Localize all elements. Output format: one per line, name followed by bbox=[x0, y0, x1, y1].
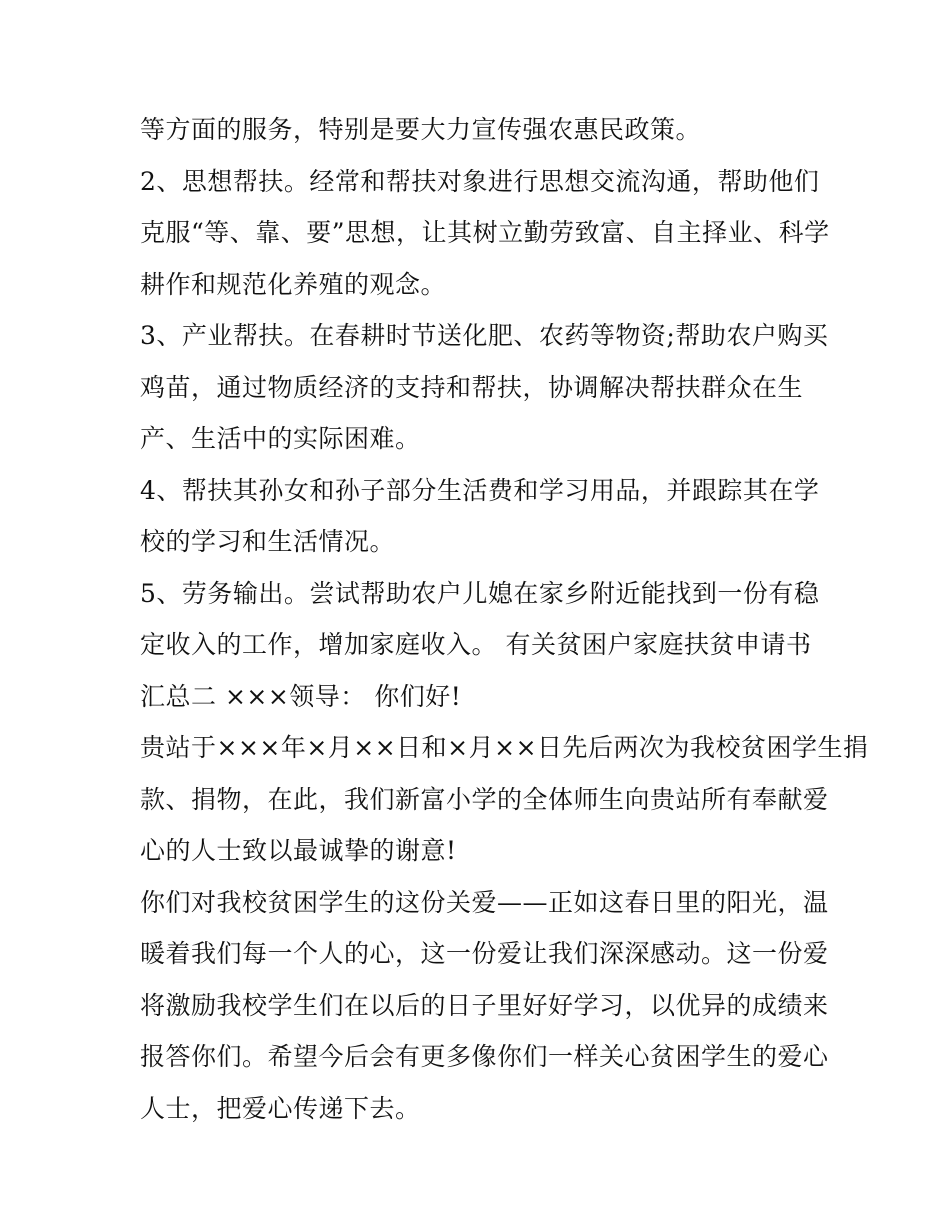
text-line: 报答你们。希望今后会有更多像你们一样关心贫困学生的爱心 bbox=[140, 1042, 829, 1071]
text-line: 等方面的服务，特别是要大力宣传强农惠民政策。 bbox=[140, 115, 702, 144]
text-line: 4、帮扶其孙女和孙子部分生活费和学习用品，并跟踪其在学 bbox=[140, 475, 820, 505]
text-line: 克服“等、靠、要”思想，让其树立勤劳致富、自主择业、科学 bbox=[140, 218, 830, 247]
text-line: 你们对我校贫困学生的这份关爱——正如这春日里的阳光，温 bbox=[140, 887, 829, 917]
text-line: 5、劳务输出。尝试帮助农户儿媳在家乡附近能找到一份有稳 bbox=[140, 578, 820, 608]
text-line: 3、产业帮扶。在春耕时节送化肥、农药等物资;帮助农户购买 bbox=[140, 321, 829, 350]
text-line: 暖着我们每一个人的心，这一份爱让我们深深感动。这一份爱 bbox=[140, 939, 829, 968]
text-line: 贵站于×××年×月××日和×月××日先后两次为我校贫困学生捐 bbox=[140, 733, 869, 762]
text-line: 产、生活中的实际困难。 bbox=[140, 424, 421, 453]
text-line: 2、思想帮扶。经常和帮扶对象进行思想交流沟通，帮助他们 bbox=[140, 166, 820, 196]
text-line: 汇总二 ×××领导： 你们好! bbox=[140, 681, 462, 711]
text-line: 耕作和规范化养殖的观念。 bbox=[140, 269, 447, 299]
text-line: 心的人士致以最诚挚的谢意! bbox=[140, 836, 457, 865]
text-line: 将激励我校学生们在以后的日子里好好学习，以优异的成绩来 bbox=[140, 990, 829, 1020]
text-line: 校的学习和生活情况。 bbox=[140, 527, 396, 556]
text-line: 鸡苗，通过物质经济的支持和帮扶，协调解决帮扶群众在生 bbox=[140, 372, 804, 402]
text-line: 人士，把爱心传递下去。 bbox=[140, 1093, 421, 1123]
text-line: 定收入的工作，增加家庭收入。 有关贫困户家庭扶贫申请书 bbox=[140, 630, 812, 659]
document-body bbox=[140, 104, 869, 1134]
text-line: 款、捐物，在此，我们新富小学的全体师生向贵站所有奉献爱 bbox=[140, 784, 829, 814]
